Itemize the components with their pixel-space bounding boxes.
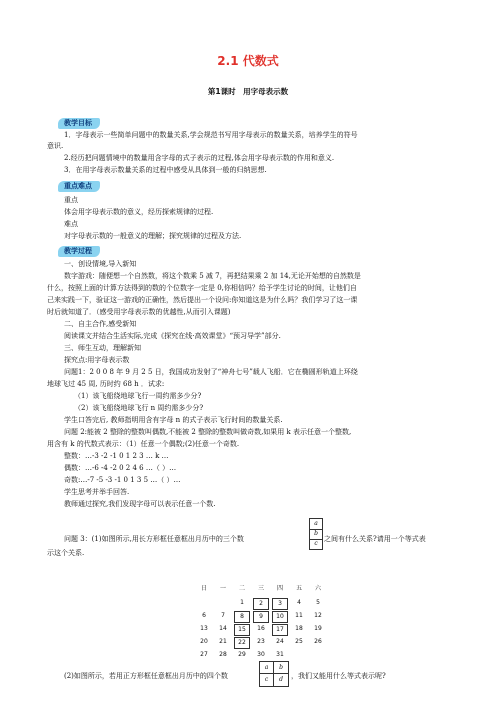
process-line: （2）该飞船绕地球飞行 n 周约需多少分? [74,404,204,412]
calendar-header-cell: 五 [295,585,302,592]
calendar-day: 31 [276,651,284,658]
calendar-day: 28 [219,651,227,658]
calendar-day: 22 [234,637,250,649]
calendar-day: 26 [314,638,322,645]
key-line: 体会用字母表示数的意义，经历探索规律的过程. [64,208,214,216]
fraction-a: a [310,519,322,530]
process-line: 时后就知道了．（感受用字母表示数的优越性,从而引入课题) [47,308,231,316]
calendar-day: 18 [295,625,303,632]
square-a: a [260,662,274,674]
calendar-day: 21 [219,638,227,645]
calendar-day: 20 [200,638,208,645]
calendar-day: 5 [316,599,320,606]
calendar-day: 6 [202,612,206,619]
square-b: b [274,662,288,674]
q3-part1b: 之间有什么关系?请用一个等式表 [324,535,426,543]
calendar-day: 15 [234,624,250,636]
lesson-subtitle: 第1课时 用字母表示数 [207,87,289,96]
goal-line: 3．在用字母表示数量关系的过程中感受从具体到一般的归纳思想. [64,166,267,174]
calendar-day: 1 [240,599,244,606]
process-line: 三、师生互动，理解新知 [64,344,141,352]
calendar-day: 11 [295,612,303,619]
key-line: 重点 [64,196,78,204]
calendar-day: 25 [295,638,303,645]
q3-part1c: 示这个关系. [47,549,85,557]
process-line: 探究点:用字母表示数 [64,356,130,364]
process-line: 偶数：…-6 -4 -2 0 2 4 6 …（ ）… [64,464,177,472]
calendar-day: 8 [234,611,250,623]
process-line: 学生思考并举手回答. [64,488,130,496]
calendar-row [196,650,331,660]
calendar-header-cell: 一 [219,585,226,592]
calendar-day: 3 [272,598,288,610]
process-line: 二、自主合作,感受新知 [64,320,137,328]
calendar-day: 27 [200,651,208,658]
key-line: 难点 [64,220,78,228]
process-line: 问题1：2 0 0 8 年 9 月 2 5 日，我国成功发射了“神舟七号”载人飞船．它在椭圆形轨道上环绕 [64,368,358,376]
process-line: 问题 2:能被 2 整除的整数叫偶数,不能被 2 整除的整数叫做奇数,如果用 k 表示任意一个整数, [64,428,352,436]
calendar-day: 12 [314,612,322,619]
q3-part2: (2)如图所示，若用正方形框任意框出月历中的四个数 [64,672,228,680]
calendar-day: 9 [253,611,269,623]
square-box [259,661,289,687]
calendar-day: 10 [272,611,288,623]
calendar-day: 4 [297,599,301,606]
process-line: 阅读课文并结合生活实际,完成《探究在线·高效课堂》“预习导学”部分. [64,332,281,340]
vertical-fraction-box [309,518,323,550]
calendar-header-cell: 四 [276,585,283,592]
process-line: 整数：…-3 -2 -1 0 1 2 3 … k … [64,452,169,460]
process-line: 己来实践一下，验证这一游戏的正确性，然后提出一个设问:你知道这是为什么吗？我们学习了这一课 [47,296,358,304]
calendar-day: 19 [314,625,322,632]
calendar-row [196,624,331,634]
section-badge-process: 教学过程 [58,246,100,257]
goal-line: 1．字母表示一些简单问题中的数量关系,学会规范书写用字母表示的数量关系，培养学生的符号 [64,131,358,139]
calendar-header-cell: 日 [200,585,207,592]
square-c: c [260,674,274,686]
fraction-c: c [314,540,318,547]
goal-line: 2.经历把问题情境中的数量用含字母的式子表示的过程,体会用字母表示数的作用和意义. [64,154,335,162]
calendar-row [196,637,331,647]
process-line: 地球飞过 45 周, 历时约 68 h ．试求: [47,380,165,388]
calendar-header-cell: 六 [314,585,321,592]
calendar-day: 29 [238,651,246,658]
q3-part2b: ，我们又能用什么等式表示呢? [291,672,386,680]
calendar-header-cell: 三 [257,585,264,592]
calendar-day: 7 [221,612,225,619]
calendar-header-cell: 二 [238,585,245,592]
fraction-b: b [310,529,322,540]
page-title: 2.1 代数式 [217,54,279,68]
calendar-header [196,584,331,594]
q3-part1: 问题 3：(1)如图所示,用长方形框任意框出月历中的三个数 [64,535,244,543]
calendar-row [196,598,331,608]
calendar-day: 30 [257,651,265,658]
section-badge-goal: 教学目标 [58,118,100,129]
process-line: 教师通过探究,我们发现字母可以表示任意一个数. [64,500,216,508]
calendar-day: 17 [272,624,288,636]
calendar-row [196,611,331,621]
process-line: 用含有 k 的代数式表示：（1）任意一个偶数;(2)任意一个奇数. [47,440,240,448]
square-d: d [279,676,283,683]
calendar-day: 16 [257,625,265,632]
calendar-day: 14 [219,625,227,632]
key-line: 对字母表示数的一般意义的理解；探究规律的过程及方法. [64,232,242,240]
process-line: 什么，按照上面的计算方法得到的数的个位数字一定是 0,你相信吗？给予学生讨论的时间，让他们自 [47,284,357,292]
process-line: 数字游戏：随便想一个自然数，将这个数乘 5 减 7，再把结果乘 2 加 14,无论开始想的自然数是 [64,272,361,280]
process-line: 一、创设情境,导入新知 [64,260,137,268]
calendar-day: 2 [253,598,269,610]
calendar-day: 13 [200,625,208,632]
section-badge-key: 重点难点 [58,181,100,192]
process-line: 奇数:…-7 -5 -3 -1 0 1 3 5 …（ ）… [64,476,181,484]
process-line: （1）该飞船绕地球飞行一周约需多少分? [74,392,202,400]
process-line: 学生口答完后, 教师指明用含有字母 n 的式子表示飞行时间的数量关系. [64,416,283,424]
goal-line: 意识. [47,142,64,150]
calendar-day: 23 [257,638,265,645]
calendar-day: 24 [276,638,284,645]
